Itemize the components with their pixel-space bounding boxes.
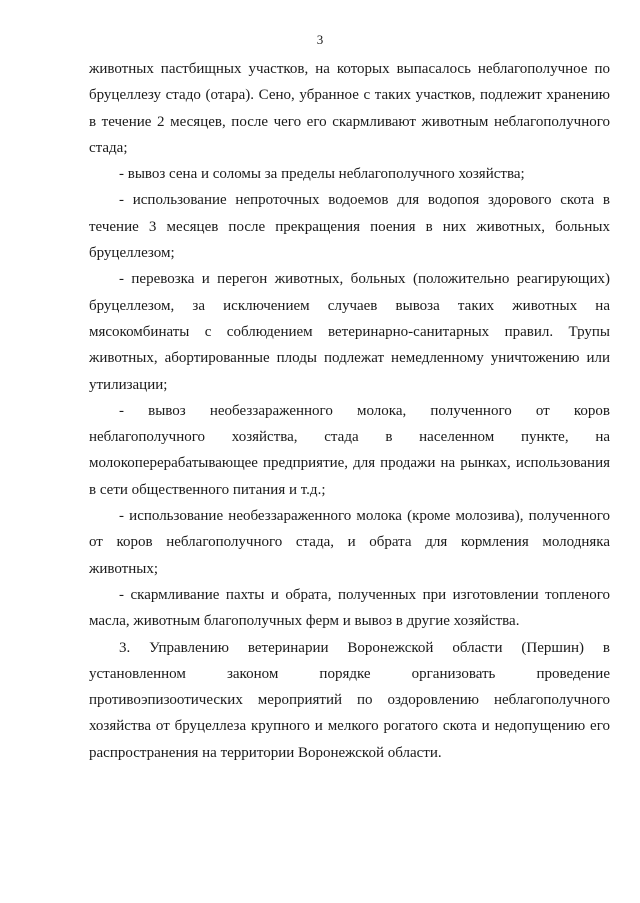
text-line: установленном законом порядке организовать проведение bbox=[89, 665, 610, 682]
text-line: бруцеллезом, за исключением случаев вывоза таких животных на bbox=[89, 297, 610, 314]
text-line: бруцеллезом; bbox=[89, 245, 175, 262]
text-line: мясокомбинаты с соблюдением ветеринарно-санитарных правил. Трупы bbox=[89, 323, 610, 340]
text-line: - использование непроточных водоемов для водопоя здорового скота в bbox=[119, 192, 610, 209]
text-line: - вывоз необеззараженного молока, полученного от коров bbox=[119, 402, 610, 419]
text-line: от коров неблагополучного стада, и обрата для кормления молодняка bbox=[89, 534, 610, 551]
text-line: в течение 2 месяцев, после чего его скармливают животным неблагополучного bbox=[89, 113, 610, 130]
text-line: животных пастбищных участков, на которых выпасалось неблагополучное по bbox=[89, 61, 610, 77]
text-line: бруцеллезу стадо (отара). Сено, убранное с таких участков, подлежит хранению bbox=[89, 87, 610, 104]
text-line: стада; bbox=[89, 139, 128, 156]
text-line: - скармливание пахты и обрата, полученных при изготовлении топленого bbox=[119, 586, 610, 603]
document-body bbox=[89, 56, 610, 766]
text-line: молокоперерабатывающее предприятие, для продажи на рынках, использования bbox=[89, 455, 610, 472]
text-line: неблагополучного хозяйства, стада в населенном пункте, на bbox=[89, 429, 610, 446]
text-line: масла, животным благополучных ферм и вывоз в другие хозяйства. bbox=[89, 613, 520, 630]
text-line: хозяйства от бруцеллеза крупного и мелкого рогатого скота и недопущению его bbox=[89, 718, 610, 735]
text-line: утилизации; bbox=[89, 376, 168, 393]
text-line: животных; bbox=[89, 560, 159, 577]
text-line: 3. Управлению ветеринарии Воронежской области (Першин) в bbox=[119, 639, 610, 656]
text-line: - вывоз сена и соломы за пределы неблагополучного хозяйства; bbox=[119, 166, 525, 183]
text-line: животных, абортированные плоды подлежат немедленному уничтожению или bbox=[89, 350, 610, 367]
text-line: противоэпизоотических мероприятий по оздоровлению неблагополучного bbox=[89, 692, 610, 709]
text-line: в сети общественного питания и т.д.; bbox=[89, 481, 326, 498]
text-line: - перевозка и перегон животных, больных (положительно реагирующих) bbox=[119, 271, 610, 288]
page-number: 3 bbox=[316, 32, 324, 47]
text-line: распространения на территории Воронежской области. bbox=[89, 744, 442, 761]
text-line: течение 3 месяцев после прекращения поения в них животных, больных bbox=[89, 218, 610, 235]
text-line: - использование необеззараженного молока (кроме молозива), полученного bbox=[119, 508, 610, 525]
